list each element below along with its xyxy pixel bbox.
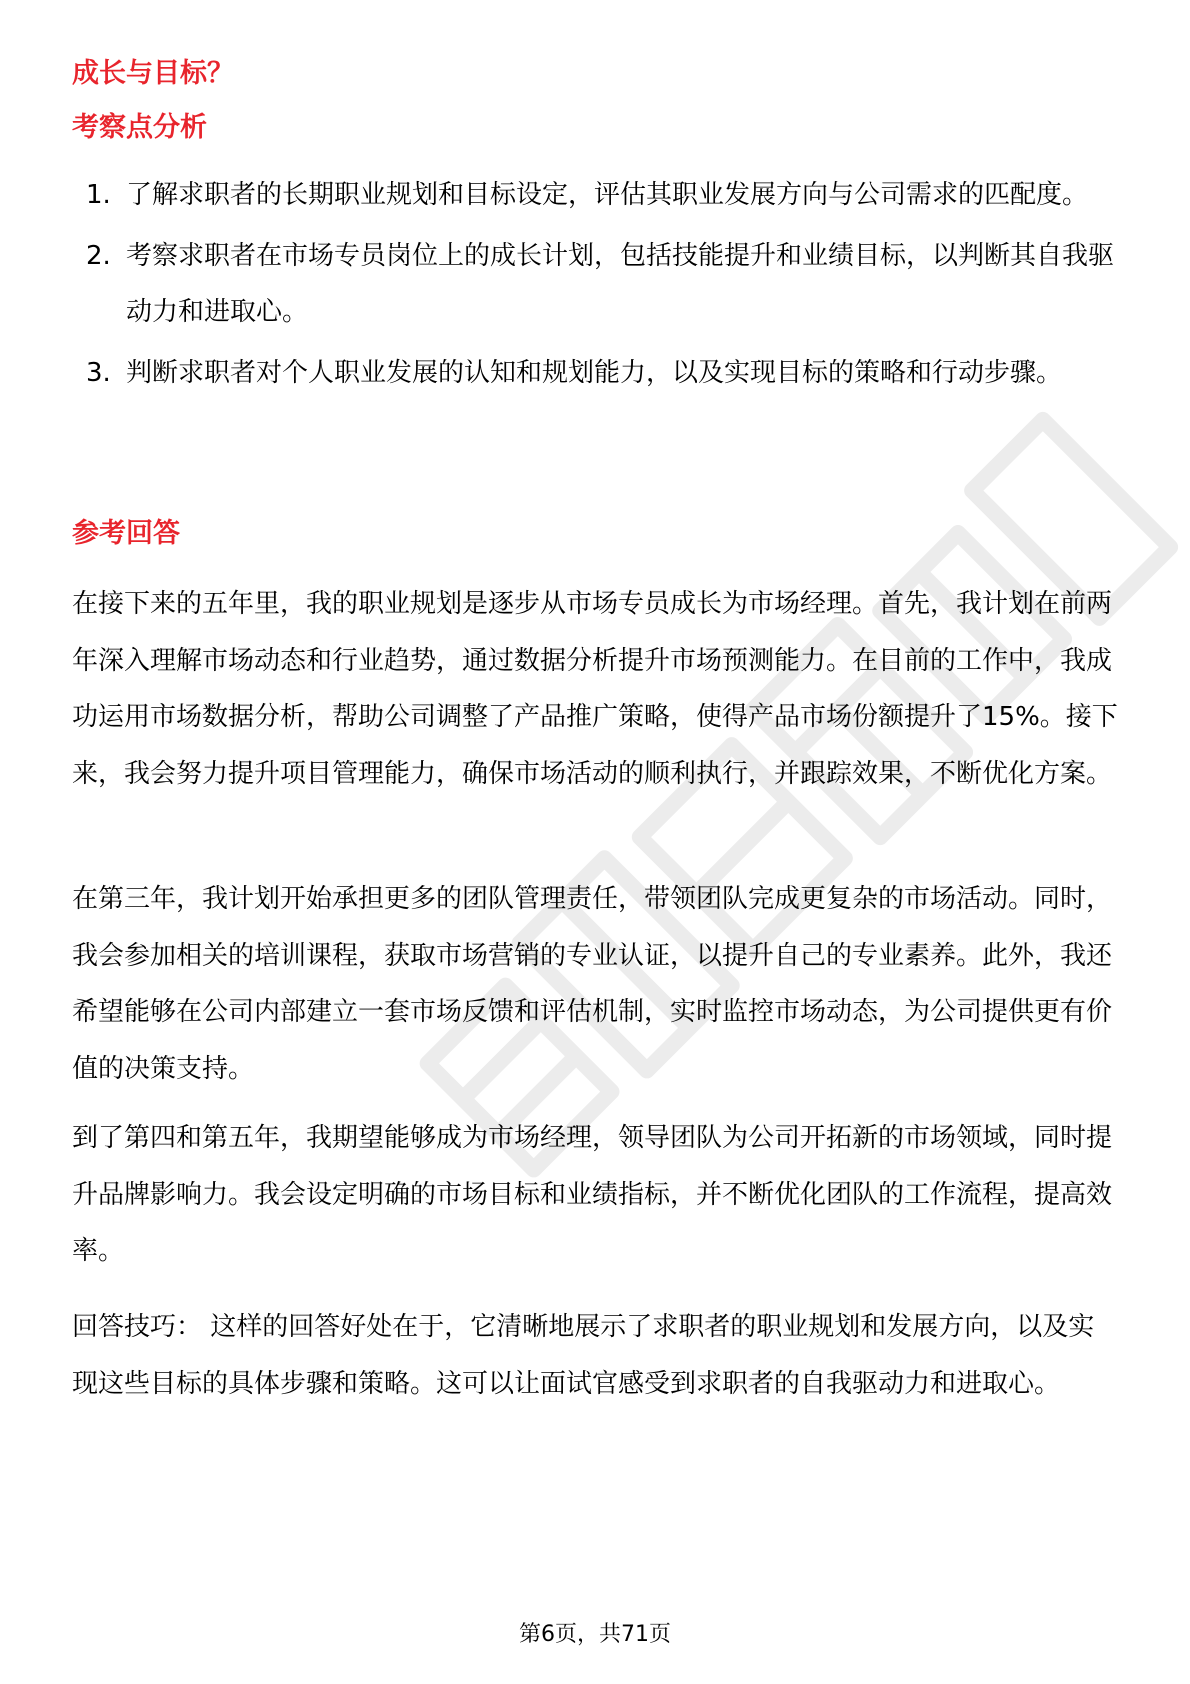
analysis-heading: 考察点分析	[72, 112, 207, 143]
answer-paragraph: 到了第四和第五年，我期望能够成为市场经理，领导团队为公司开拓新的市场领域，同时提升品牌影响力。我会设定明确的市场目标和业绩指标，并不断优化团队的工作流程，提高效率。	[72, 1123, 1113, 1266]
analysis-item-number: 3.	[86, 358, 111, 388]
answer-paragraph: 在第三年，我计划开始承担更多的团队管理责任，带领团队完成更复杂的市场活动。同时，我会参加相关的培训课程，获取市场营销的专业认证，以提升自己的专业素养。此外，我还希望能够在公司内部建立一套市场反馈和评估机制，实时监控市场动态，为公司提供更有价值的决策支持。	[72, 884, 1113, 1084]
analysis-item-number: 1.	[86, 180, 111, 210]
page-number: 第6页，共71页	[519, 1622, 671, 1647]
analysis-item-number: 2.	[86, 241, 111, 271]
answer-paragraph: 在接下来的五年里，我的职业规划是逐步从市场专员成长为市场经理。首先，我计划在前两年深入理解市场动态和行业趋势，通过数据分析提升市场预测能力。在目前的工作中，我成功运用市场数据分析，帮助公司调整了产品推广策略，使得产品市场份额提升了15%。接下来，我会努力提升项目管理能力，确保市场活动的顺利执行，并跟踪效果，不断优化方案。	[72, 589, 1118, 789]
analysis-item-text: 判断求职者对个人职业发展的认知和规划能力，以及实现目标的策略和行动步骤。	[126, 358, 1063, 388]
question-title: 成长与目标？	[72, 58, 234, 89]
analysis-list	[72, 167, 1118, 406]
analysis-item	[72, 228, 1118, 340]
analysis-item	[72, 345, 1118, 401]
answer-heading: 参考回答	[72, 518, 180, 549]
analysis-item-text: 了解求职者的长期职业规划和目标设定，评估其职业发展方向与公司需求的匹配度。	[126, 180, 1089, 210]
answer-tip: 回答技巧： 这样的回答好处在于，它清晰地展示了求职者的职业规划和发展方向，以及实现这些目标的具体步骤和策略。这可以让面试官感受到求职者的自我驱动力和进取心。	[72, 1312, 1095, 1399]
analysis-item-text: 考察求职者在市场专员岗位上的成长计划，包括技能提升和业绩目标，以判断其自我驱动力和进取心。	[126, 241, 1115, 327]
analysis-item	[72, 167, 1118, 223]
